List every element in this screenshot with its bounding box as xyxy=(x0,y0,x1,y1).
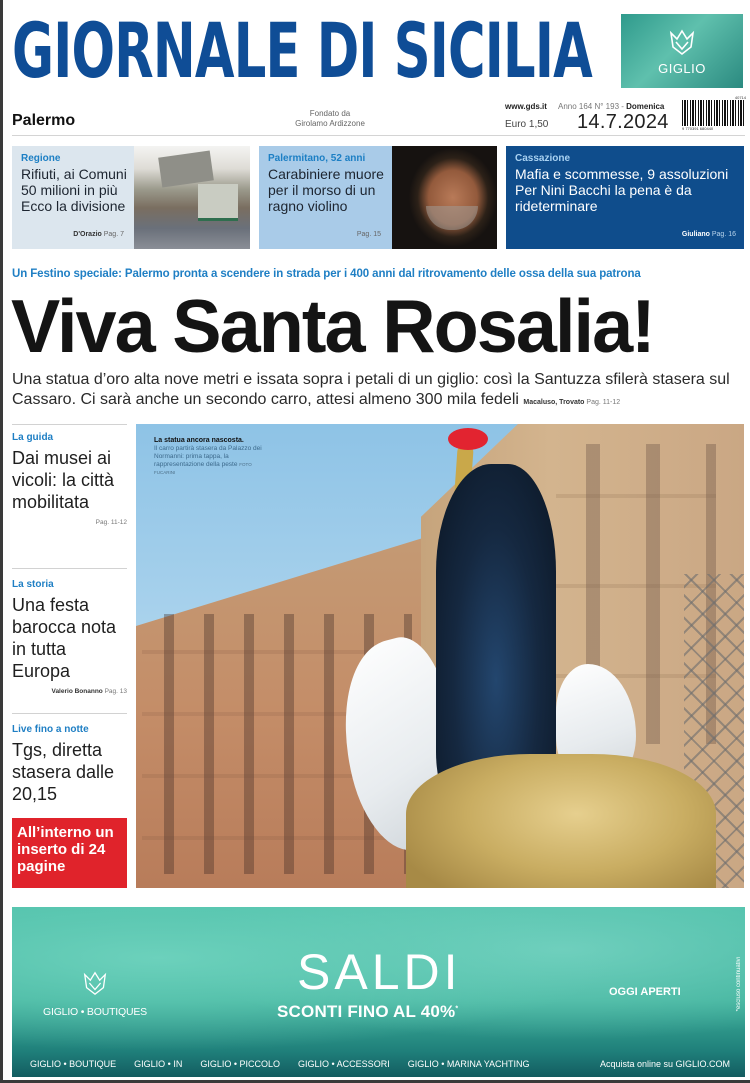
ad-disclaimer: *escluso continuativi xyxy=(736,957,742,1012)
weekday: Domenica xyxy=(626,102,665,111)
teaser-kicker: Regione xyxy=(21,153,61,164)
teaser-headline: Carabiniere muore per il morso di un ragno violino xyxy=(268,166,384,214)
issue-date: 14.7.2024 xyxy=(577,111,669,133)
lead-subhead xyxy=(12,370,745,413)
garbage-truck-photo xyxy=(134,146,250,249)
insert-notice[interactable]: All’interno un inserto di 24 pagine xyxy=(12,818,127,888)
sidebar-page xyxy=(12,519,127,526)
barcode xyxy=(670,95,746,132)
sidebar-item-storia[interactable] xyxy=(12,579,127,695)
teaser-author: Giuliano xyxy=(681,231,710,238)
founder-line-1: Fondato da xyxy=(309,109,351,118)
ad-store: GIGLIO • MARINA YACHTING xyxy=(407,1059,530,1069)
divider xyxy=(12,568,127,569)
teaser-byline xyxy=(357,231,381,238)
giglio-boutiques-logo xyxy=(40,969,150,1018)
caption-title: La statua ancora nascosta. xyxy=(154,437,244,444)
teaser-page: Pag. 16 xyxy=(711,231,736,238)
teaser-author: D'Orazio xyxy=(73,231,102,238)
founder-note xyxy=(280,109,380,129)
ad-subtitle xyxy=(277,1002,458,1022)
lead-byline xyxy=(523,399,620,406)
teaser-regione[interactable] xyxy=(12,146,250,249)
ad-store: GIGLIO • BOUTIQUE xyxy=(30,1059,117,1069)
giglio-ad-banner[interactable] xyxy=(12,907,745,1077)
ad-store: GIGLIO • PICCOLO xyxy=(200,1059,281,1069)
info-line xyxy=(12,95,746,136)
ad-store: GIGLIO • IN xyxy=(134,1059,183,1069)
teaser-headline: Rifiuti, ai Comuni 50 milioni in più Ecco la divisione xyxy=(21,166,127,214)
teaser-byline xyxy=(73,231,124,238)
teaser-headline: Mafia e scommesse, 9 assoluzioni Per Nini Bacchi la pena è da rideterminare xyxy=(515,166,729,214)
lead-headline[interactable]: Viva Santa Rosalia! xyxy=(11,284,654,368)
ad-title: SALDI xyxy=(297,944,462,1000)
corner-ad-giglio[interactable] xyxy=(621,14,743,88)
ad-asterisk: * xyxy=(455,1005,459,1013)
sidebar-kicker: La storia xyxy=(12,579,54,590)
ad-logo-text: GIGLIO • BOUTIQUES xyxy=(43,1006,147,1018)
ad-online-shop-link[interactable]: Acquista online su GIGLIO.COM xyxy=(599,1059,730,1069)
lead-subhead-text: Una statua d’oro alta nove metri e issata sopra i petali di un giglio: così la Santuzza sfilerà stasera sul Cassaro. Ci sarà anche un secondo carro, attesi almeno 300 mila fedeli xyxy=(12,371,730,408)
teaser-carabiniere[interactable] xyxy=(259,146,497,249)
sidebar-item-live[interactable] xyxy=(12,724,127,805)
sidebar-kicker: Live fino a notte xyxy=(12,724,89,735)
lead-page: Pag. 11-12 xyxy=(586,399,621,406)
ad-store-list xyxy=(30,1059,730,1069)
gold-ornament xyxy=(406,754,716,888)
teaser-page: Pag. 7 xyxy=(103,231,124,238)
website-link[interactable]: www.gds.it xyxy=(505,102,547,111)
teaser-byline xyxy=(682,231,736,238)
lead-kicker: Un Festino speciale: Palermo pronta a scendere in strada per i 400 anni dal ritrovamento delle ossa della sua patrona xyxy=(12,268,641,280)
sidebar-headline: Tgs, diretta stasera dalle 20,15 xyxy=(12,740,115,804)
sidebar-author: Valerio Bonanno xyxy=(51,688,103,695)
main-photo-santa-rosalia xyxy=(136,424,744,888)
masthead[interactable] xyxy=(12,8,612,96)
sidebar-page-number: Pag. 11-12 xyxy=(95,519,127,526)
edition-year-number: Anno 164 N° 193 - xyxy=(558,102,627,111)
teaser-cassazione[interactable] xyxy=(506,146,744,249)
barcode-number: 9 770391 680440 xyxy=(682,126,714,131)
edition-number xyxy=(558,102,664,111)
divider xyxy=(12,424,127,425)
lead-authors: Macaluso, Trovato xyxy=(523,399,585,406)
caption-text: Il carro partirà stasera da Palazzo dei Normanni: prima tappa, la rappresentazione della peste xyxy=(154,445,262,468)
divider xyxy=(12,713,127,714)
red-flower xyxy=(448,428,488,450)
lily-logo-icon xyxy=(667,27,697,57)
price: Euro 1,50 xyxy=(505,119,549,130)
corner-ad-label: GIGLIO xyxy=(658,60,706,76)
sidebar-headline: Dai musei ai vicoli: la città mobilitata xyxy=(12,448,115,512)
sidebar-item-guida[interactable] xyxy=(12,432,127,526)
photo-caption xyxy=(154,437,264,477)
lily-logo-icon xyxy=(81,969,109,997)
barcode-bars-icon xyxy=(682,100,744,126)
ad-subtitle-text: SCONTI FINO AL 40% xyxy=(277,1002,456,1021)
photo-credit: FOTO FUCARINI xyxy=(154,462,252,475)
newspaper-title: GIORNALE DI SICILIA xyxy=(12,8,592,96)
ad-open-today: OGGI APERTI xyxy=(609,986,681,998)
teaser-kicker: Palermitano, 52 anni xyxy=(268,153,366,164)
sidebar-kicker: La guida xyxy=(12,432,54,443)
sidebar-page-number: Pag. 13 xyxy=(104,688,127,695)
sidebar-headline: Una festa barocca nota in tutta Europa xyxy=(12,595,117,681)
edition-city: Palermo xyxy=(12,112,76,129)
ad-store: GIGLIO • ACCESSORI xyxy=(298,1059,390,1069)
barcode-code: 40714 xyxy=(734,95,746,100)
sidebar-byline xyxy=(12,688,127,695)
teaser-page: Pag. 15 xyxy=(356,231,381,238)
founder-line-2: Girolamo Ardizzone xyxy=(295,119,365,128)
portrait-photo xyxy=(392,146,497,249)
teaser-kicker: Cassazione xyxy=(515,153,571,164)
